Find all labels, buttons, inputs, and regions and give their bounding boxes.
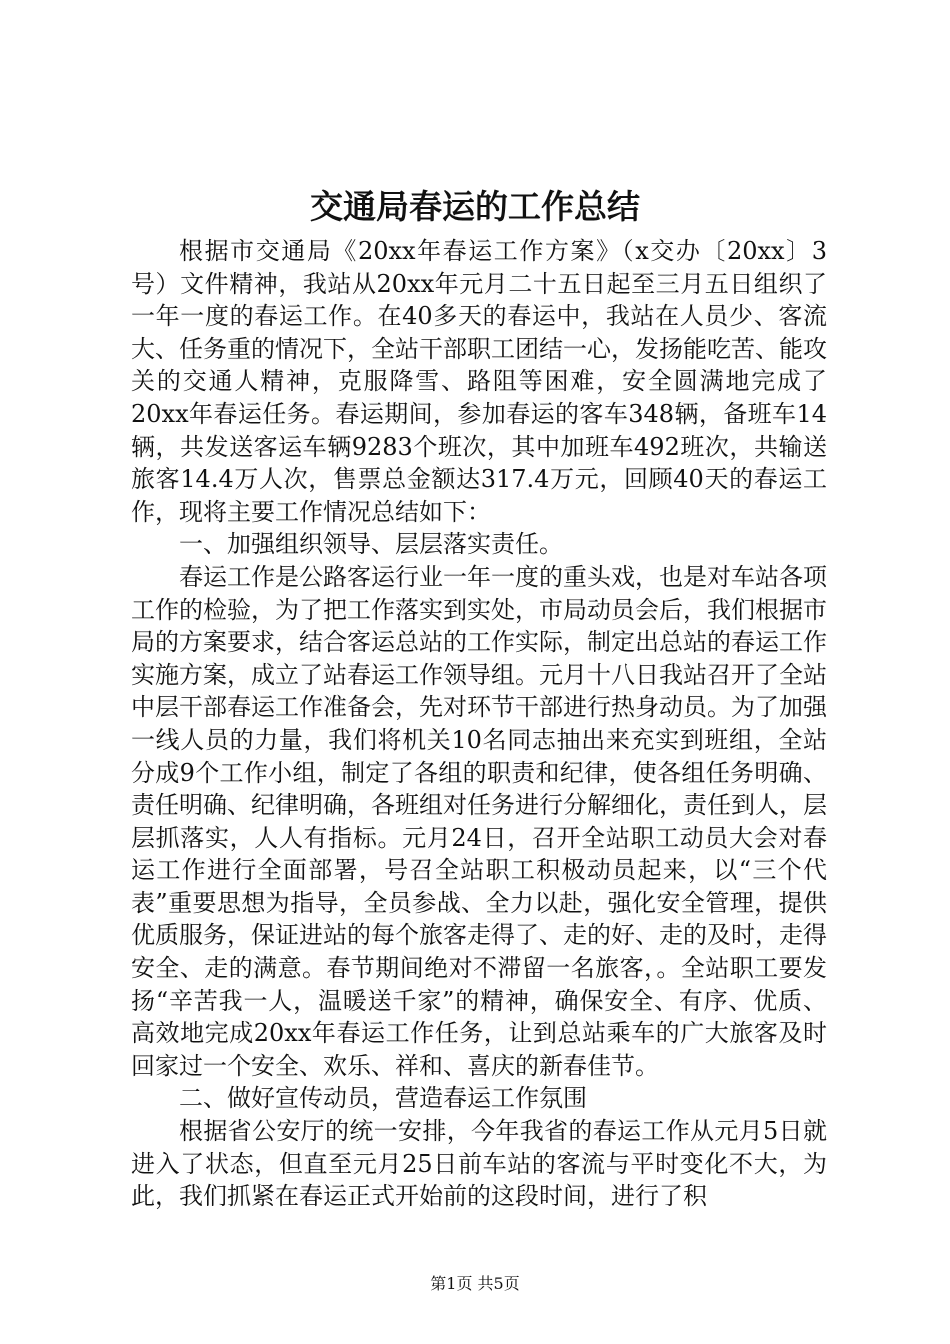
section-2-paragraph: 根据省公安厅的统一安排，今年我省的春运工作从元月5日就进入了状态，但直至元月25日前车站的客流与平时变化不大，为此，我们抓紧在春运正式开始前的这段时间，进行了积 <box>131 1117 827 1211</box>
page-number-footer: 第1页 共5页 <box>430 1274 520 1293</box>
document-title: 交通局春运的工作总结 <box>310 187 640 226</box>
section-1-paragraph: 春运工作是公路客运行业一年一度的重头戏，也是对车站各项工作的检验，为了把工作落实到实处，市局动员会后，我们根据市局的方案要求，结合客运总站的工作实际，制定出总站的春运工作实施方案，成立了站春运工作领导组。元月十八日我站召开了全站中层干部春运工作准备会，先对环节干部进行热身动员。为了加强一线人员的力量，我们将机关10名同志抽出来充实到班组，全站分成9个工作小组，制定了各组的职责和纪律，使各组任务明确、责任明确、纪律明确，各班组对任务进行分解细化，责任到人，层层抓落实，人人有指标。元月24日，召开全站职工动员大会对春运工作进行全面部署，号召全站职工积极动员起来，以“三个代表”重要思想为指导，全员参战、全力以赴，强化安全管理，提供优质服务，保证进站的每个旅客走得了、走的好、走的及时，走得安全、走的满意。春节期间绝对不滞留一名旅客，。全站职工要发扬“辛苦我一人，温暖送千家”的精神，确保安全、有序、优质、高效地完成20xx年春运工作任务，让到总站乘车的广大旅客及时回家过一个安全、欢乐、祥和、喜庆的新春佳节。 <box>131 562 827 1080</box>
document-body <box>131 235 827 1213</box>
section-heading-1: 一、加强组织领导、层层落实责任。 <box>179 530 563 559</box>
intro-paragraph: 根据市交通局《20xx年春运工作方案》（x交办〔20xx〕3号）文件精神，我站从20xx年元月二十五日起至三月五日组织了一年一度的春运工作。在40多天的春运中，我站在人员少、客流大、任务重的情况下，全站干部职工团结一心，发扬能吃苦、能攻关的交通人精神，克服降雪、路阻等困难，安全圆满地完成了20xx年春运任务。春运期间，参加春运的客车348辆，备班车14辆，共发送客运车辆9283个班次，其中加班车492班次，共输送旅客14.4万人次，售票总金额达317.4万元，回顾40天的春运工作，现将主要工作情况总结如下： <box>131 237 827 526</box>
section-heading-2: 二、做好宣传动员，营造春运工作氛围 <box>179 1084 587 1113</box>
